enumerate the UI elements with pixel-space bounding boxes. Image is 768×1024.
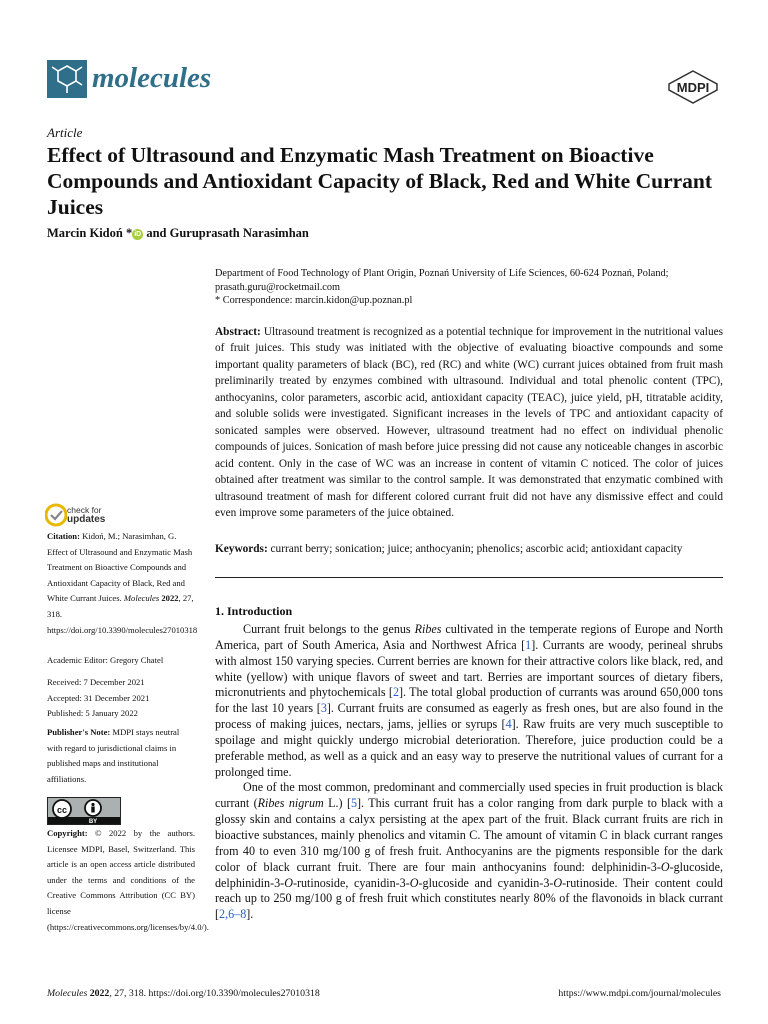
academic-editor: Academic Editor: Gregory Chatel — [47, 655, 164, 665]
published-date: Published: 5 January 2022 — [47, 708, 138, 719]
introduction-text — [215, 622, 723, 923]
paragraph: One of the most common, predominant and commercially used species in fruit production is black currant (Ribes nigrum L.) [5]. This currant fruit has a color ranging from dark purple to black with a glossy skin and contains a calyx persisting at the apex part of the fruit. Black currant fruits are rich in bioactive substances, mainly phenolics and vitamin C. The amount of vitamin C in black currant ranges from 40 to even 310 mg/100 g of fresh fruit. Anthocyanins are the pigments responsible for the dark color of black currant fruit. There are four main anthocyanins found: delphinidin-3-O-glucoside, delphinidin-3-O-rutinoside, cyanidin-3-O-glucoside and cyanidin-3-O-rutinoside. Their content could reach up to 250 mg/100 g of fresh fruit which constitutes nearly 80% of the flavonoids in black currant [2,6–8]. — [215, 780, 723, 922]
journal-name: molecules — [92, 62, 212, 94]
citation-block: Citation: Kidoń, M.; Narasimhan, G. Effect of Ultrasound and Enzymatic Mash Treatment on Bioactive Compounds and Antioxidant Capacity of Black, Red and White Currant Juices. Molecules 2022, 27, 318. https://doi.org/10.3390/molecules27010318 — [47, 531, 198, 635]
correspondence: * Correspondence: marcin.kidon@up.poznan.pl — [215, 295, 413, 306]
abstract-label: Abstract: — [215, 326, 261, 338]
check-for-updates[interactable]: check for updates — [67, 505, 106, 525]
author-list — [47, 226, 309, 241]
article-type: Article — [47, 125, 83, 140]
reference-link[interactable]: 3 — [320, 701, 327, 716]
section-heading: 1. Introduction — [215, 604, 293, 618]
publishers-note: Publisher's Note: MDPI stays neutral with regard to jurisdictional claims in published maps and institutional affiliations. — [47, 727, 180, 784]
molecules-logo-icon — [47, 60, 87, 98]
mdpi-logo — [667, 70, 719, 104]
author-1[interactable]: Marcin Kidoń * — [47, 226, 133, 240]
footer-doi[interactable]: , 27, 318. https://doi.org/10.3390/molecules27010318 — [109, 988, 320, 999]
abstract — [215, 324, 723, 521]
footer-citation: Molecules 2022, 27, 318. https://doi.org/10.3390/molecules27010318 — [47, 988, 320, 999]
reference-link[interactable]: 2 — [392, 685, 399, 700]
reference-link[interactable]: 4 — [505, 717, 512, 732]
keywords — [215, 543, 735, 555]
keywords-text: currant berry; sonication; juice; anthocyanin; phenolics; ascorbic acid; antioxidant capacity — [270, 543, 683, 555]
author-separator: and — [143, 226, 170, 240]
abstract-text: Ultrasound treatment is recognized as a potential technique for improvement in the nutritional values of fruit juices. This study was initiated with the objective of evaluating bioactive compounds and some important quality parameters of black (BC), red (RC) and white (WC) currant juices obtained from fruit mash preliminarily treated by enzymes combined with ultrasound. Individual and total phenolic content (TPC), anthocyanins, color parameters, ascorbic acid, antioxidant capacity (TEAC), juice yield, pH, titratable acidity, and soluble solids were investigated. Significant increases in the levels of TPC and antioxidant capacity of sonicated samples were observed. However, ultrasound treatment had no effect on individual phenolic compounds of juices. Sonication of mash before juice pressing did not cause any noticeable changes in ascorbic acid content. Only in the case of WC was an increase in content of vitamin C noticed. The color of juices obtained after treatment was similar to the control sample. It was demonstrated that enzymatic combined with ultrasound treatment of mash for different colored currant fruit did not have any dismissive effect and could even improve some parameters of the juice obtained. — [215, 326, 724, 519]
reference-link[interactable]: 5 — [350, 796, 358, 811]
paragraph: Currant fruit belongs to the genus Ribes cultivated in the temperate regions of Europe and North America, part of South America, Asia and Northwest Africa [1]. Currants are woody, perineal shrubs with almost 150 varying species. Current berries are known for their attractive colors like black, red, and white (yellow) with unique flavors of sweet and tart. Berries are important sources of dietary fibers, micronutrients and phytochemicals [2]. The total global production of currants was around 650,000 tons for the last 10 years [3]. Currant fruits are consumed as eagerly as fresh ones, but are also found in the process of making juices, nectars, jams, jellies or syrups [4]. Raw fruits are very much susceptible to spoilage and might quickly undergo microbial deterioration. Therefore, juice production could be a preferable method, as well as a quick and an easy way to preserve the nutritional values of currant for a prolonged time. — [215, 622, 724, 779]
citation-doi[interactable]: , 27, 318. https://doi.org/10.3390/molecules27010318 — [47, 593, 198, 635]
journal-url[interactable]: https://www.mdpi.com/journal/molecules — [558, 988, 721, 999]
check-for-updates-icon[interactable] — [45, 503, 67, 527]
divider — [215, 577, 723, 578]
orcid-icon[interactable]: iD — [134, 231, 142, 238]
affiliation-line: Department of Food Technology of Plant Origin, Poznań University of Life Sciences, 60-624 Poznań, Poland; — [215, 268, 669, 279]
citation-label: Citation: — [47, 531, 80, 541]
received-date: Received: 7 December 2021 — [47, 677, 145, 687]
keywords-label: Keywords: — [215, 543, 268, 555]
cc-by-license-icon[interactable] — [47, 797, 121, 825]
reference-link[interactable]: 2,6–8 — [219, 907, 247, 922]
accepted-date: Accepted: 31 December 2021 — [47, 692, 150, 703]
reference-link[interactable]: 1 — [525, 637, 532, 652]
cc-by-label: BY — [88, 819, 98, 824]
svg-text:cc: cc — [56, 805, 68, 815]
publisher-name: MDPI — [676, 80, 710, 95]
copyright: Copyright: © 2022 by the authors. Licensee MDPI, Basel, Switzerland. This article is an open access article distributed under the terms and conditions of the Creative Commons Attribution (CC BY) license (https://creativecommons.org/licenses/by/4.0/). — [47, 828, 209, 932]
history-dates — [47, 675, 195, 722]
paper-title: Effect of Ultrasound and Enzymatic Mash Treatment on Bioactive Compounds and Antioxidant Capacity of Black, Red and White Currant Juices — [47, 143, 713, 219]
author-email[interactable]: prasath.guru@rocketmail.com — [215, 281, 340, 293]
author-2[interactable]: Guruprasath Narasimhan — [169, 226, 309, 240]
affiliation-block — [215, 267, 725, 308]
